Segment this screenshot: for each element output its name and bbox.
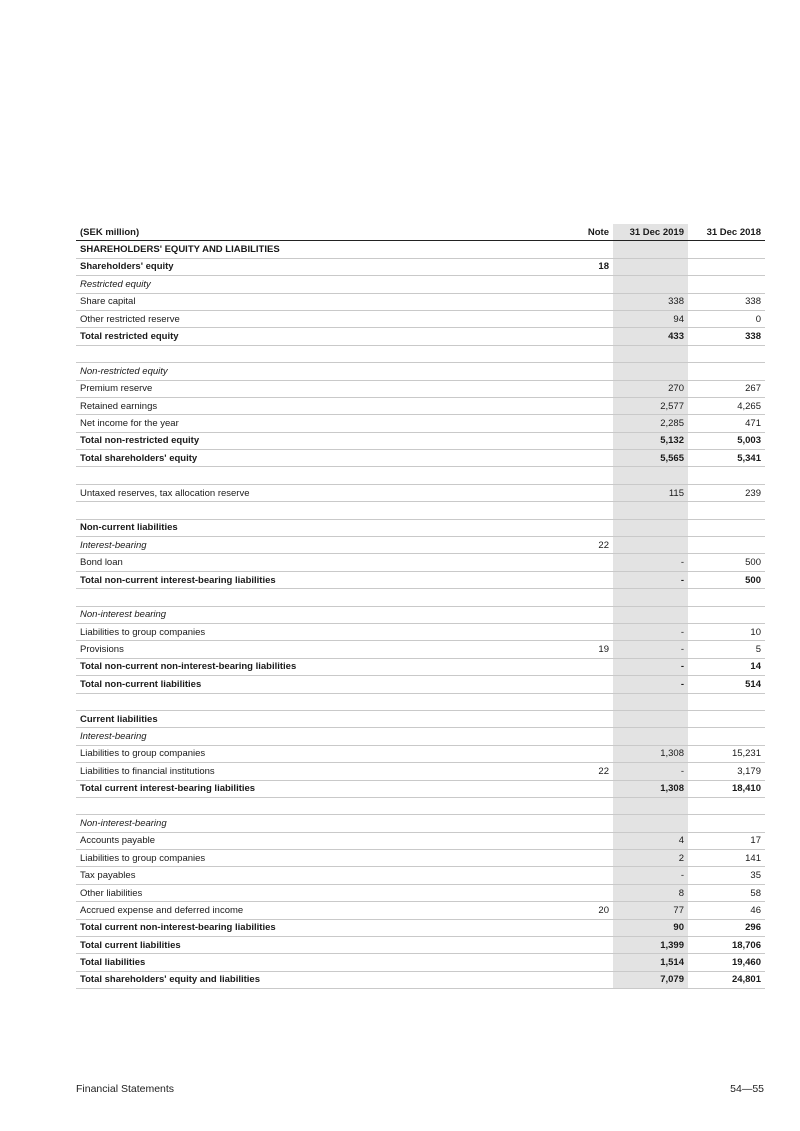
row-value-2019: 7,079 [613, 971, 688, 988]
row-label: Total current liabilities [76, 937, 554, 954]
footer-page-numbers: 54—55 [730, 1083, 764, 1095]
row-note [554, 728, 613, 745]
row-value-2019 [613, 606, 688, 623]
row-label: Total current non-interest-bearing liabilities [76, 919, 554, 936]
row-label: Total current interest-bearing liabilities [76, 780, 554, 797]
row-value-2018: 5,003 [688, 432, 765, 449]
row-value-2018 [688, 797, 765, 814]
row-note [554, 850, 613, 867]
row-label: SHAREHOLDERS' EQUITY AND LIABILITIES [76, 241, 554, 258]
row-value-2018: 17 [688, 832, 765, 849]
table-row [76, 589, 765, 606]
table-row [76, 606, 765, 623]
row-label: Premium reserve [76, 380, 554, 397]
table-body [76, 241, 765, 989]
row-value-2018: 514 [688, 676, 765, 693]
row-label: Total non-current non-interest-bearing liabilities [76, 658, 554, 675]
table-row [76, 345, 765, 362]
table-row [76, 658, 765, 675]
row-value-2019 [613, 728, 688, 745]
table-row [76, 676, 765, 693]
row-note [554, 884, 613, 901]
row-label: Share capital [76, 293, 554, 310]
row-value-2018 [688, 589, 765, 606]
table-row [76, 797, 765, 814]
row-note [554, 450, 613, 467]
row-value-2019: 8 [613, 884, 688, 901]
header-2019: 31 Dec 2019 [613, 224, 688, 241]
table-row [76, 519, 765, 536]
row-value-2018: 24,801 [688, 971, 765, 988]
row-value-2019 [613, 467, 688, 484]
row-label: Total liabilities [76, 954, 554, 971]
row-label: Shareholders' equity [76, 258, 554, 275]
table-row [76, 971, 765, 988]
table-row [76, 641, 765, 658]
row-label: Total shareholders' equity [76, 450, 554, 467]
table-row [76, 467, 765, 484]
row-note [554, 571, 613, 588]
row-label: Current liabilities [76, 710, 554, 727]
row-value-2018 [688, 606, 765, 623]
row-label: Total shareholders' equity and liabilities [76, 971, 554, 988]
row-note [554, 815, 613, 832]
row-value-2018 [688, 276, 765, 293]
table-row [76, 241, 765, 258]
row-value-2019 [613, 710, 688, 727]
table-row [76, 484, 765, 501]
row-value-2019: 77 [613, 902, 688, 919]
row-label [76, 467, 554, 484]
row-note [554, 919, 613, 936]
footer-section-title: Financial Statements [76, 1083, 175, 1095]
table-row [76, 902, 765, 919]
table-row [76, 502, 765, 519]
row-note [554, 710, 613, 727]
row-note: 22 [554, 537, 613, 554]
row-label: Accrued expense and deferred income [76, 902, 554, 919]
row-label: Tax payables [76, 867, 554, 884]
row-value-2018: 296 [688, 919, 765, 936]
row-value-2018: 0 [688, 310, 765, 327]
header-label: (SEK million) [76, 224, 554, 241]
row-value-2019: - [613, 623, 688, 640]
row-value-2018: 5,341 [688, 450, 765, 467]
table-row [76, 780, 765, 797]
row-value-2018: 58 [688, 884, 765, 901]
row-value-2019: 115 [613, 484, 688, 501]
row-label: Non-interest bearing [76, 606, 554, 623]
row-label: Restricted equity [76, 276, 554, 293]
row-note [554, 589, 613, 606]
row-label: Net income for the year [76, 415, 554, 432]
row-note [554, 658, 613, 675]
row-label: Non-interest-bearing [76, 815, 554, 832]
row-value-2018: 471 [688, 415, 765, 432]
table-row [76, 710, 765, 727]
row-value-2019: 4 [613, 832, 688, 849]
row-value-2019: 94 [613, 310, 688, 327]
row-note [554, 797, 613, 814]
row-value-2018: 10 [688, 623, 765, 640]
row-label: Non-restricted equity [76, 363, 554, 380]
row-value-2018: 5 [688, 641, 765, 658]
table-row [76, 380, 765, 397]
row-note [554, 937, 613, 954]
balance-sheet-table [76, 224, 765, 989]
row-value-2018: 4,265 [688, 397, 765, 414]
row-value-2018: 267 [688, 380, 765, 397]
table-row [76, 571, 765, 588]
row-value-2019: 2,285 [613, 415, 688, 432]
row-note: 20 [554, 902, 613, 919]
row-note [554, 484, 613, 501]
row-value-2018: 18,410 [688, 780, 765, 797]
row-value-2019: 5,565 [613, 450, 688, 467]
row-value-2018 [688, 519, 765, 536]
row-value-2018 [688, 693, 765, 710]
row-value-2019: 270 [613, 380, 688, 397]
table-row [76, 328, 765, 345]
row-value-2019: - [613, 763, 688, 780]
row-note [554, 606, 613, 623]
row-value-2019 [613, 815, 688, 832]
row-label: Interest-bearing [76, 537, 554, 554]
row-value-2018 [688, 815, 765, 832]
row-value-2018 [688, 467, 765, 484]
table-row [76, 728, 765, 745]
row-value-2018 [688, 241, 765, 258]
row-value-2018 [688, 537, 765, 554]
row-note: 19 [554, 641, 613, 658]
row-value-2019 [613, 693, 688, 710]
row-value-2019: - [613, 867, 688, 884]
row-note [554, 432, 613, 449]
row-value-2018: 3,179 [688, 763, 765, 780]
row-value-2018 [688, 345, 765, 362]
row-value-2019 [613, 519, 688, 536]
row-value-2018 [688, 728, 765, 745]
row-note [554, 519, 613, 536]
row-note [554, 623, 613, 640]
row-value-2019 [613, 258, 688, 275]
row-label: Other liabilities [76, 884, 554, 901]
row-value-2018: 14 [688, 658, 765, 675]
table-row [76, 745, 765, 762]
table-row [76, 397, 765, 414]
row-label: Liabilities to group companies [76, 623, 554, 640]
row-note [554, 693, 613, 710]
row-label: Retained earnings [76, 397, 554, 414]
row-note [554, 502, 613, 519]
row-value-2018 [688, 502, 765, 519]
row-value-2019 [613, 589, 688, 606]
row-value-2019: 338 [613, 293, 688, 310]
row-value-2019: 2 [613, 850, 688, 867]
row-note [554, 954, 613, 971]
row-note [554, 867, 613, 884]
row-label: Other restricted reserve [76, 310, 554, 327]
row-label: Total restricted equity [76, 328, 554, 345]
table-row [76, 850, 765, 867]
row-value-2019: 1,308 [613, 745, 688, 762]
table-row [76, 363, 765, 380]
row-note [554, 345, 613, 362]
row-label: Total non-current interest-bearing liabilities [76, 571, 554, 588]
row-label: Non-current liabilities [76, 519, 554, 536]
row-value-2018: 239 [688, 484, 765, 501]
row-value-2018: 18,706 [688, 937, 765, 954]
table-row [76, 432, 765, 449]
row-label [76, 693, 554, 710]
table-row [76, 623, 765, 640]
row-value-2019: - [613, 641, 688, 658]
row-value-2018 [688, 710, 765, 727]
row-label: Interest-bearing [76, 728, 554, 745]
row-value-2018: 15,231 [688, 745, 765, 762]
row-value-2019: 1,514 [613, 954, 688, 971]
row-note [554, 780, 613, 797]
table-row [76, 867, 765, 884]
row-label: Liabilities to group companies [76, 850, 554, 867]
row-value-2019: - [613, 676, 688, 693]
table-header-row [76, 224, 765, 241]
row-label: Provisions [76, 641, 554, 658]
table-row [76, 415, 765, 432]
row-value-2018: 338 [688, 293, 765, 310]
row-value-2019 [613, 276, 688, 293]
row-note [554, 293, 613, 310]
table-row [76, 763, 765, 780]
table-row [76, 815, 765, 832]
row-value-2018 [688, 258, 765, 275]
row-value-2018: 500 [688, 571, 765, 588]
row-label [76, 589, 554, 606]
row-note [554, 276, 613, 293]
row-label: Accounts payable [76, 832, 554, 849]
row-note [554, 554, 613, 571]
row-note: 22 [554, 763, 613, 780]
row-label: Liabilities to financial institutions [76, 763, 554, 780]
row-value-2019: 433 [613, 328, 688, 345]
row-value-2019 [613, 345, 688, 362]
row-note [554, 971, 613, 988]
table-row [76, 832, 765, 849]
row-note [554, 241, 613, 258]
row-value-2019: 1,399 [613, 937, 688, 954]
header-2018: 31 Dec 2018 [688, 224, 765, 241]
row-value-2019 [613, 502, 688, 519]
row-label [76, 797, 554, 814]
row-label: Total non-current liabilities [76, 676, 554, 693]
row-value-2018: 500 [688, 554, 765, 571]
table-row [76, 258, 765, 275]
row-value-2019: 1,308 [613, 780, 688, 797]
table-row [76, 937, 765, 954]
row-note [554, 380, 613, 397]
row-note [554, 328, 613, 345]
row-label: Bond loan [76, 554, 554, 571]
table-row [76, 554, 765, 571]
row-note [554, 467, 613, 484]
table-row [76, 884, 765, 901]
row-value-2018: 141 [688, 850, 765, 867]
row-value-2018: 338 [688, 328, 765, 345]
row-value-2019: 90 [613, 919, 688, 936]
table-row [76, 293, 765, 310]
row-label: Liabilities to group companies [76, 745, 554, 762]
row-label: Total non-restricted equity [76, 432, 554, 449]
row-value-2018: 35 [688, 867, 765, 884]
row-value-2018: 19,460 [688, 954, 765, 971]
row-note [554, 397, 613, 414]
table-row [76, 693, 765, 710]
row-note [554, 832, 613, 849]
row-value-2018 [688, 363, 765, 380]
row-value-2019: 5,132 [613, 432, 688, 449]
row-label: Untaxed reserves, tax allocation reserve [76, 484, 554, 501]
row-note [554, 363, 613, 380]
table-row [76, 954, 765, 971]
row-value-2019: - [613, 571, 688, 588]
row-value-2019: - [613, 658, 688, 675]
row-note [554, 415, 613, 432]
row-note [554, 310, 613, 327]
row-value-2019 [613, 363, 688, 380]
row-note [554, 745, 613, 762]
table-row [76, 450, 765, 467]
row-value-2019 [613, 797, 688, 814]
table-row [76, 310, 765, 327]
row-value-2018: 46 [688, 902, 765, 919]
row-label [76, 345, 554, 362]
row-note [554, 676, 613, 693]
table-row [76, 537, 765, 554]
row-note: 18 [554, 258, 613, 275]
row-value-2019: 2,577 [613, 397, 688, 414]
row-value-2019: - [613, 554, 688, 571]
row-label [76, 502, 554, 519]
table-row [76, 276, 765, 293]
table-row [76, 919, 765, 936]
row-value-2019 [613, 241, 688, 258]
header-note: Note [554, 224, 613, 241]
row-value-2019 [613, 537, 688, 554]
